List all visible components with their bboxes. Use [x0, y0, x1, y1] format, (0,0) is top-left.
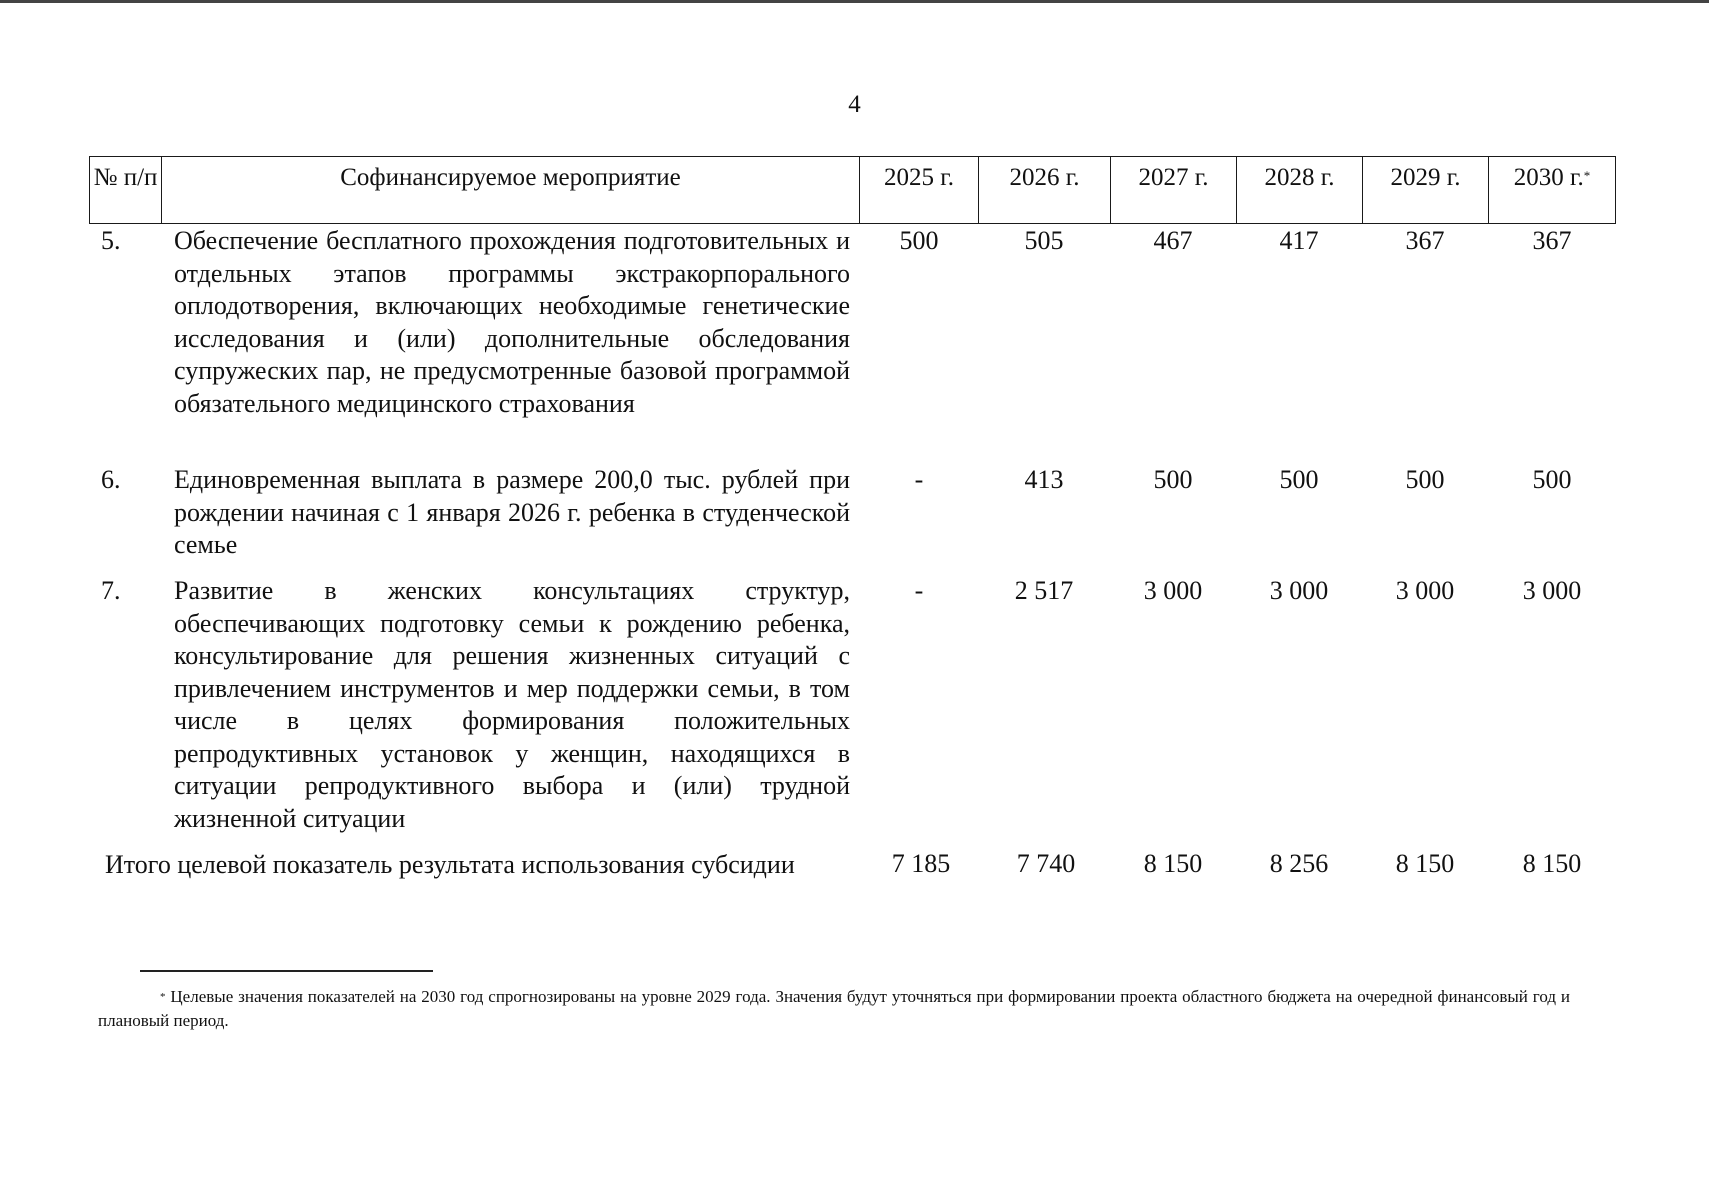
footnote-marker: *	[1583, 168, 1591, 183]
value-2030: 3 000	[1522, 576, 1582, 605]
row-description: Развитие в женских консультациях структур, обеспечивающих подготовку семьи к рождению ребенка, консультирование для решения жизненных ситуаций с привлечением инструментов и мер поддержки семьи, в том числе в целях формирования положительных репродуктивных установок у женщин, находящихся в ситуации репродуктивного выбора и (или) трудной жизненной ситуации	[174, 576, 850, 833]
value-2027: 500	[1153, 465, 1193, 494]
header-year-2027: 2027 г.	[1110, 156, 1236, 224]
total-label: Итого целевой показатель результата использования субсидии	[105, 850, 795, 879]
value-2030: 367	[1532, 226, 1572, 255]
header-year-2029: 2029 г.	[1362, 156, 1488, 224]
value-2028: 3 000	[1269, 576, 1329, 605]
header-num: № п/п	[89, 156, 161, 224]
total-2025: 7 185	[891, 849, 951, 878]
footnote	[98, 985, 1570, 1033]
row-description: Единовременная выплата в размере 200,0 тыс. рублей при рождении начиная с 1 января 2026 г. ребенка в студенческой семье	[174, 465, 850, 559]
total-2030: 8 150	[1522, 849, 1582, 878]
total-2029: 8 150	[1395, 849, 1455, 878]
footnote-text: Целевые значения показателей на 2030 год спрогнозированы на уровне 2029 года. Значения будут уточняться при формировании проекта областного бюджета на очередной финансовый год и плановый период.	[98, 987, 1570, 1030]
value-2029: 367	[1405, 226, 1445, 255]
value-2026: 505	[1024, 226, 1064, 255]
total-2028: 8 256	[1269, 849, 1329, 878]
value-2029: 3 000	[1395, 576, 1455, 605]
value-2026: 413	[1024, 465, 1064, 494]
header-year-2026: 2026 г.	[978, 156, 1110, 224]
total-2026: 7 740	[1016, 849, 1076, 878]
footnote-marker: *	[160, 991, 166, 1003]
row-number: 5.	[101, 226, 121, 255]
header-year-2025: 2025 г.	[859, 156, 978, 224]
value-2028: 500	[1279, 465, 1319, 494]
value-2025: -	[914, 465, 924, 494]
header-year-2028: 2028 г.	[1236, 156, 1362, 224]
value-2027: 467	[1153, 226, 1193, 255]
value-2029: 500	[1405, 465, 1445, 494]
header-event: Софинансируемое мероприятие	[161, 156, 859, 224]
value-2025: -	[914, 576, 924, 605]
header-year-2030	[1488, 156, 1616, 224]
row-description: Обеспечение бесплатного прохождения подготовительных и отдельных этапов программы экстракорпорального оплодотворения, включающих необходимые генетические исследования и (или) дополнительные обследования супружеских пар, не предусмотренные базовой программой обязательного медицинского страхования	[174, 226, 850, 418]
page-number: 4	[848, 91, 861, 118]
total-2027: 8 150	[1143, 849, 1203, 878]
row-number: 7.	[101, 576, 121, 605]
row-number: 6.	[101, 465, 121, 494]
value-2026: 2 517	[1014, 576, 1074, 605]
value-2030: 500	[1532, 465, 1572, 494]
value-2025: 500	[899, 226, 939, 255]
header-year-2030-label: 2030 г.	[1513, 164, 1584, 191]
footnote-divider	[140, 970, 433, 972]
value-2027: 3 000	[1143, 576, 1203, 605]
value-2028: 417	[1279, 226, 1319, 255]
top-edge-rule	[0, 0, 1709, 3]
